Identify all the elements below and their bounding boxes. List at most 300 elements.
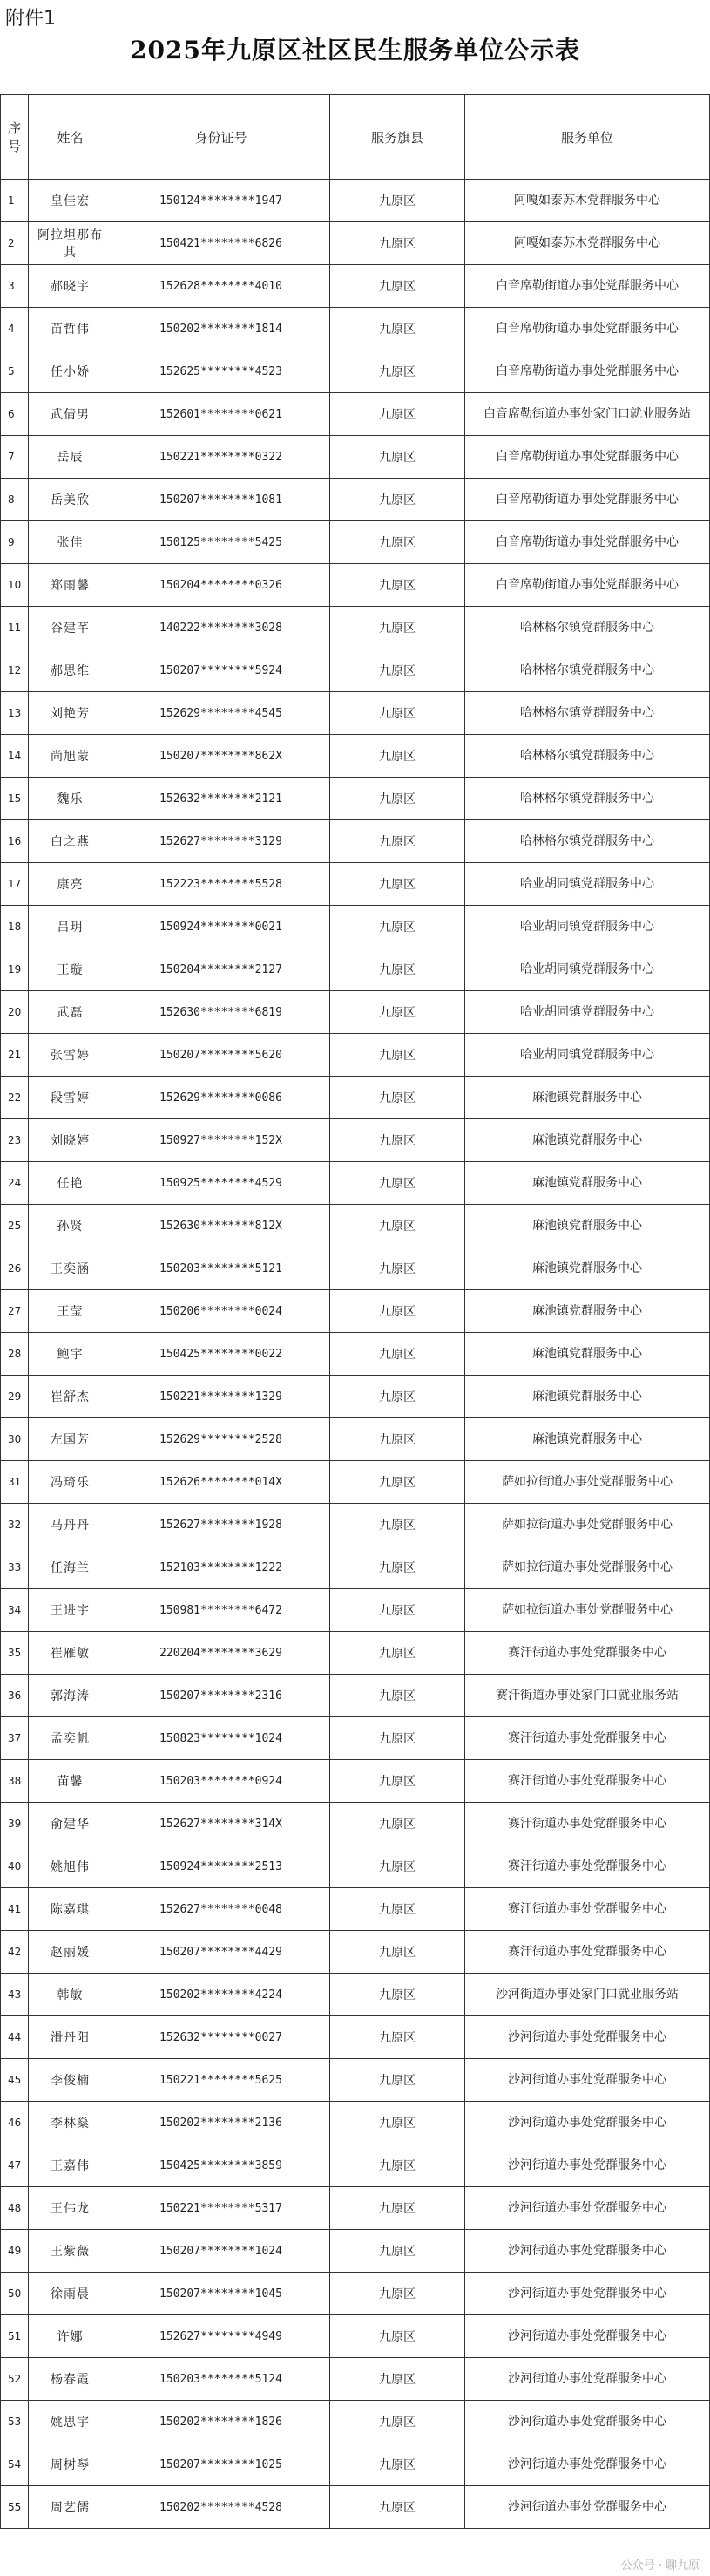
attachment-label: 附件1 <box>5 8 56 30</box>
header-name: 姓名 <box>29 95 112 180</box>
cell-id-number: 150221********5625 <box>112 2059 330 2102</box>
cell-number: 26 <box>1 1247 29 1290</box>
table-row <box>1 2401 710 2443</box>
cell-id-number: 150207********1081 <box>112 479 330 521</box>
cell-number: 8 <box>1 479 29 521</box>
table-row <box>1 2315 710 2358</box>
table-row <box>1 1803 710 1845</box>
cell-name: 张佳 <box>29 521 112 564</box>
cell-name: 阿拉坦那布其 <box>29 222 112 265</box>
cell-unit: 赛汗街道办事处党群服务中心 <box>465 1931 710 1974</box>
header-number: 序号 <box>1 95 29 180</box>
cell-county: 九原区 <box>330 1162 465 1205</box>
cell-name: 郑雨馨 <box>29 564 112 607</box>
cell-county: 九原区 <box>330 2059 465 2102</box>
cell-county: 九原区 <box>330 2187 465 2230</box>
cell-number: 42 <box>1 1931 29 1974</box>
cell-number: 49 <box>1 2230 29 2273</box>
cell-name: 鲍宇 <box>29 1333 112 1376</box>
cell-name: 白之燕 <box>29 820 112 863</box>
cell-unit: 萨如拉街道办事处党群服务中心 <box>465 1589 710 1632</box>
table-row <box>1 1974 710 2016</box>
cell-name: 吕玥 <box>29 906 112 948</box>
cell-name: 康亮 <box>29 863 112 906</box>
cell-name: 崔雁敏 <box>29 1632 112 1675</box>
table-row <box>1 991 710 1034</box>
cell-unit: 麻池镇党群服务中心 <box>465 1247 710 1290</box>
cell-name: 徐雨晨 <box>29 2273 112 2315</box>
cell-name: 李林燊 <box>29 2102 112 2144</box>
cell-unit: 赛汗街道办事处党群服务中心 <box>465 1632 710 1675</box>
cell-county: 九原区 <box>330 1247 465 1290</box>
cell-number: 29 <box>1 1376 29 1418</box>
cell-id-number: 150221********5317 <box>112 2187 330 2230</box>
cell-number: 41 <box>1 1888 29 1931</box>
cell-county: 九原区 <box>330 1418 465 1461</box>
cell-number: 46 <box>1 2102 29 2144</box>
cell-number: 39 <box>1 1803 29 1845</box>
cell-unit: 哈业胡同镇党群服务中心 <box>465 991 710 1034</box>
cell-id-number: 150202********4224 <box>112 1974 330 2016</box>
cell-unit: 沙河街道办事处党群服务中心 <box>465 2059 710 2102</box>
cell-name: 魏乐 <box>29 778 112 820</box>
cell-unit: 麻池镇党群服务中心 <box>465 1205 710 1247</box>
cell-number: 44 <box>1 2016 29 2059</box>
cell-number: 35 <box>1 1632 29 1675</box>
cell-id-number: 152627********4949 <box>112 2315 330 2358</box>
table-row <box>1 1119 710 1162</box>
cell-unit: 哈林格尔镇党群服务中心 <box>465 607 710 649</box>
cell-county: 九原区 <box>330 863 465 906</box>
cell-number: 52 <box>1 2358 29 2401</box>
table-row <box>1 1760 710 1803</box>
cell-id-number: 150207********2316 <box>112 1675 330 1717</box>
cell-unit: 沙河街道办事处党群服务中心 <box>465 2187 710 2230</box>
cell-id-number: 152630********6819 <box>112 991 330 1034</box>
table-row <box>1 2144 710 2187</box>
cell-name: 冯琦乐 <box>29 1461 112 1504</box>
table-row <box>1 1504 710 1546</box>
cell-unit: 哈林格尔镇党群服务中心 <box>465 820 710 863</box>
cell-id-number: 152627********1928 <box>112 1504 330 1546</box>
cell-name: 张雪婷 <box>29 1034 112 1077</box>
cell-unit: 麻池镇党群服务中心 <box>465 1376 710 1418</box>
cell-number: 5 <box>1 350 29 393</box>
cell-unit: 白音席勒街道办事处党群服务中心 <box>465 521 710 564</box>
cell-name: 任小娇 <box>29 350 112 393</box>
cell-unit: 赛汗街道办事处党群服务中心 <box>465 1760 710 1803</box>
cell-unit: 沙河街道办事处党群服务中心 <box>465 2102 710 2144</box>
cell-number: 33 <box>1 1546 29 1589</box>
cell-unit: 沙河街道办事处党群服务中心 <box>465 2443 710 2486</box>
cell-name: 王璇 <box>29 948 112 991</box>
cell-county: 九原区 <box>330 948 465 991</box>
cell-unit: 麻池镇党群服务中心 <box>465 1162 710 1205</box>
cell-unit: 沙河街道办事处党群服务中心 <box>465 2144 710 2187</box>
cell-unit: 麻池镇党群服务中心 <box>465 1119 710 1162</box>
cell-number: 12 <box>1 649 29 692</box>
table-row <box>1 1675 710 1717</box>
cell-county: 九原区 <box>330 180 465 222</box>
table-row <box>1 479 710 521</box>
cell-name: 周树琴 <box>29 2443 112 2486</box>
cell-id-number: 152629********4545 <box>112 692 330 735</box>
table-row <box>1 692 710 735</box>
cell-number: 18 <box>1 906 29 948</box>
cell-name: 苗馨 <box>29 1760 112 1803</box>
cell-number: 50 <box>1 2273 29 2315</box>
table-header-row <box>1 95 710 180</box>
cell-unit: 哈林格尔镇党群服务中心 <box>465 735 710 778</box>
cell-number: 28 <box>1 1333 29 1376</box>
cell-unit: 麻池镇党群服务中心 <box>465 1418 710 1461</box>
cell-county: 九原区 <box>330 2443 465 2486</box>
cell-county: 九原区 <box>330 2230 465 2273</box>
table-row <box>1 2443 710 2486</box>
cell-id-number: 150202********4528 <box>112 2486 330 2529</box>
cell-county: 九原区 <box>330 393 465 436</box>
table-row <box>1 1546 710 1589</box>
cell-county: 九原区 <box>330 2401 465 2443</box>
cell-id-number: 150202********2136 <box>112 2102 330 2144</box>
cell-county: 九原区 <box>330 1333 465 1376</box>
cell-county: 九原区 <box>330 308 465 350</box>
table-row <box>1 649 710 692</box>
cell-id-number: 150207********5620 <box>112 1034 330 1077</box>
cell-id-number: 150221********1329 <box>112 1376 330 1418</box>
cell-id-number: 152627********3129 <box>112 820 330 863</box>
cell-id-number: 150203********0924 <box>112 1760 330 1803</box>
cell-unit: 麻池镇党群服务中心 <box>465 1290 710 1333</box>
cell-id-number: 150924********2513 <box>112 1845 330 1888</box>
header-id-number: 身份证号 <box>112 95 330 180</box>
cell-number: 32 <box>1 1504 29 1546</box>
cell-id-number: 150823********1024 <box>112 1717 330 1760</box>
cell-county: 九原区 <box>330 2358 465 2401</box>
cell-id-number: 150207********4429 <box>112 1931 330 1974</box>
cell-unit: 白音席勒街道办事处党群服务中心 <box>465 479 710 521</box>
cell-name: 赵丽媛 <box>29 1931 112 1974</box>
cell-id-number: 220204********3629 <box>112 1632 330 1675</box>
cell-unit: 麻池镇党群服务中心 <box>465 1333 710 1376</box>
table-row <box>1 1290 710 1333</box>
cell-number: 43 <box>1 1974 29 2016</box>
cell-unit: 沙河街道办事处党群服务中心 <box>465 2273 710 2315</box>
cell-name: 孟奕帆 <box>29 1717 112 1760</box>
table-row <box>1 2358 710 2401</box>
cell-county: 九原区 <box>330 820 465 863</box>
table-row <box>1 1205 710 1247</box>
watermark: 公众号 · 聊九原 <box>620 2559 700 2573</box>
cell-county: 九原区 <box>330 1077 465 1119</box>
cell-unit: 哈业胡同镇党群服务中心 <box>465 948 710 991</box>
cell-id-number: 152223********5528 <box>112 863 330 906</box>
cell-name: 滑丹阳 <box>29 2016 112 2059</box>
cell-county: 九原区 <box>330 2486 465 2529</box>
table-row <box>1 863 710 906</box>
cell-number: 45 <box>1 2059 29 2102</box>
table-row <box>1 265 710 308</box>
cell-county: 九原区 <box>330 2144 465 2187</box>
cell-id-number: 150204********0326 <box>112 564 330 607</box>
table-row <box>1 820 710 863</box>
table-row <box>1 948 710 991</box>
cell-number: 51 <box>1 2315 29 2358</box>
cell-id-number: 152627********0048 <box>112 1888 330 1931</box>
table-row <box>1 350 710 393</box>
table-row <box>1 2230 710 2273</box>
cell-unit: 沙河街道办事处党群服务中心 <box>465 2230 710 2273</box>
cell-county: 九原区 <box>330 1931 465 1974</box>
table-row <box>1 1418 710 1461</box>
cell-name: 韩敏 <box>29 1974 112 2016</box>
roster-table <box>0 94 710 2529</box>
cell-name: 皇佳宏 <box>29 180 112 222</box>
cell-number: 7 <box>1 436 29 479</box>
cell-id-number: 152629********0086 <box>112 1077 330 1119</box>
cell-name: 段雪婷 <box>29 1077 112 1119</box>
cell-county: 九原区 <box>330 1461 465 1504</box>
cell-unit: 哈业胡同镇党群服务中心 <box>465 863 710 906</box>
cell-county: 九原区 <box>330 906 465 948</box>
cell-name: 谷建芊 <box>29 607 112 649</box>
table-row <box>1 607 710 649</box>
cell-unit: 沙河街道办事处党群服务中心 <box>465 2315 710 2358</box>
cell-name: 崔舒杰 <box>29 1376 112 1418</box>
cell-id-number: 150421********6826 <box>112 222 330 265</box>
cell-name: 武倩男 <box>29 393 112 436</box>
cell-id-number: 152625********4523 <box>112 350 330 393</box>
cell-county: 九原区 <box>330 1632 465 1675</box>
cell-unit: 赛汗街道办事处党群服务中心 <box>465 1888 710 1931</box>
cell-name: 任艳 <box>29 1162 112 1205</box>
table-row <box>1 521 710 564</box>
table-row <box>1 735 710 778</box>
cell-id-number: 150203********5124 <box>112 2358 330 2401</box>
cell-number: 48 <box>1 2187 29 2230</box>
table-row <box>1 2059 710 2102</box>
cell-number: 20 <box>1 991 29 1034</box>
cell-county: 九原区 <box>330 1290 465 1333</box>
cell-id-number: 150206********0024 <box>112 1290 330 1333</box>
cell-id-number: 152601********0621 <box>112 393 330 436</box>
cell-id-number: 152627********314X <box>112 1803 330 1845</box>
cell-unit: 赛汗街道办事处党群服务中心 <box>465 1803 710 1845</box>
table-row <box>1 180 710 222</box>
cell-unit: 赛汗街道办事处党群服务中心 <box>465 1717 710 1760</box>
cell-number: 23 <box>1 1119 29 1162</box>
cell-county: 九原区 <box>330 1717 465 1760</box>
cell-county: 九原区 <box>330 564 465 607</box>
cell-unit: 沙河街道办事处家门口就业服务站 <box>465 1974 710 2016</box>
cell-id-number: 150202********1826 <box>112 2401 330 2443</box>
cell-unit: 沙河街道办事处党群服务中心 <box>465 2016 710 2059</box>
cell-unit: 麻池镇党群服务中心 <box>465 1077 710 1119</box>
cell-name: 周艺儒 <box>29 2486 112 2529</box>
cell-unit: 赛汗街道办事处党群服务中心 <box>465 1845 710 1888</box>
cell-id-number: 150924********0021 <box>112 906 330 948</box>
cell-id-number: 152630********812X <box>112 1205 330 1247</box>
table-row <box>1 1931 710 1974</box>
cell-unit: 哈林格尔镇党群服务中心 <box>465 778 710 820</box>
cell-county: 九原区 <box>330 1760 465 1803</box>
cell-id-number: 150202********1814 <box>112 308 330 350</box>
cell-number: 11 <box>1 607 29 649</box>
table-row <box>1 1589 710 1632</box>
cell-unit: 白音席勒街道办事处党群服务中心 <box>465 564 710 607</box>
cell-unit: 白音席勒街道办事处家门口就业服务站 <box>465 393 710 436</box>
cell-number: 53 <box>1 2401 29 2443</box>
table-row <box>1 1247 710 1290</box>
table-row <box>1 2486 710 2529</box>
cell-number: 37 <box>1 1717 29 1760</box>
cell-id-number: 150425********3859 <box>112 2144 330 2187</box>
cell-id-number: 152632********2121 <box>112 778 330 820</box>
page-title: 2025年九原区社区民生服务单位公示表 <box>130 36 580 65</box>
cell-unit: 白音席勒街道办事处党群服务中心 <box>465 350 710 393</box>
cell-number: 24 <box>1 1162 29 1205</box>
cell-id-number: 150207********1045 <box>112 2273 330 2315</box>
cell-number: 15 <box>1 778 29 820</box>
cell-number: 10 <box>1 564 29 607</box>
cell-number: 14 <box>1 735 29 778</box>
table-row <box>1 393 710 436</box>
cell-name: 俞建华 <box>29 1803 112 1845</box>
cell-number: 6 <box>1 393 29 436</box>
cell-unit: 赛汗街道办事处家门口就业服务站 <box>465 1675 710 1717</box>
cell-county: 九原区 <box>330 1376 465 1418</box>
table-row <box>1 1717 710 1760</box>
cell-county: 九原区 <box>330 1675 465 1717</box>
cell-county: 九原区 <box>330 692 465 735</box>
table-row <box>1 2187 710 2230</box>
cell-unit: 萨如拉街道办事处党群服务中心 <box>465 1504 710 1546</box>
cell-name: 马丹丹 <box>29 1504 112 1546</box>
cell-id-number: 152626********014X <box>112 1461 330 1504</box>
cell-unit: 萨如拉街道办事处党群服务中心 <box>465 1546 710 1589</box>
cell-county: 九原区 <box>330 1803 465 1845</box>
cell-name: 郝晓宇 <box>29 265 112 308</box>
cell-number: 16 <box>1 820 29 863</box>
cell-unit: 哈业胡同镇党群服务中心 <box>465 1034 710 1077</box>
cell-county: 九原区 <box>330 2016 465 2059</box>
cell-number: 22 <box>1 1077 29 1119</box>
cell-id-number: 152103********1222 <box>112 1546 330 1589</box>
cell-id-number: 150981********6472 <box>112 1589 330 1632</box>
cell-number: 4 <box>1 308 29 350</box>
cell-id-number: 150425********0022 <box>112 1333 330 1376</box>
cell-name: 孙贤 <box>29 1205 112 1247</box>
cell-name: 郝思维 <box>29 649 112 692</box>
cell-name: 武磊 <box>29 991 112 1034</box>
cell-name: 尚旭蒙 <box>29 735 112 778</box>
table-row <box>1 1461 710 1504</box>
cell-name: 左国芳 <box>29 1418 112 1461</box>
table-row <box>1 1376 710 1418</box>
cell-id-number: 150207********5924 <box>112 649 330 692</box>
cell-county: 九原区 <box>330 649 465 692</box>
cell-id-number: 150207********1024 <box>112 2230 330 2273</box>
cell-id-number: 152632********0027 <box>112 2016 330 2059</box>
cell-id-number: 150221********0322 <box>112 436 330 479</box>
header-county: 服务旗县 <box>330 95 465 180</box>
cell-number: 47 <box>1 2144 29 2187</box>
table-row <box>1 906 710 948</box>
table-row <box>1 1333 710 1376</box>
cell-unit: 哈林格尔镇党群服务中心 <box>465 692 710 735</box>
table-row <box>1 436 710 479</box>
cell-name: 陈嘉琪 <box>29 1888 112 1931</box>
cell-county: 九原区 <box>330 1974 465 2016</box>
cell-name: 姚思宇 <box>29 2401 112 2443</box>
cell-number: 13 <box>1 692 29 735</box>
table-row <box>1 222 710 265</box>
cell-number: 30 <box>1 1418 29 1461</box>
cell-name: 李俊楠 <box>29 2059 112 2102</box>
cell-county: 九原区 <box>330 2273 465 2315</box>
table-row <box>1 1162 710 1205</box>
cell-id-number: 150927********152X <box>112 1119 330 1162</box>
cell-county: 九原区 <box>330 2102 465 2144</box>
table-row <box>1 1888 710 1931</box>
table-row <box>1 1632 710 1675</box>
cell-number: 27 <box>1 1290 29 1333</box>
cell-county: 九原区 <box>330 436 465 479</box>
cell-name: 苗哲伟 <box>29 308 112 350</box>
cell-number: 3 <box>1 265 29 308</box>
cell-county: 九原区 <box>330 1589 465 1632</box>
cell-county: 九原区 <box>330 479 465 521</box>
table-row <box>1 2016 710 2059</box>
cell-county: 九原区 <box>330 1845 465 1888</box>
cell-id-number: 150125********5425 <box>112 521 330 564</box>
cell-number: 34 <box>1 1589 29 1632</box>
cell-name: 王嘉伟 <box>29 2144 112 2187</box>
table-row <box>1 1034 710 1077</box>
cell-id-number: 140222********3028 <box>112 607 330 649</box>
cell-id-number: 150204********2127 <box>112 948 330 991</box>
cell-unit: 白音席勒街道办事处党群服务中心 <box>465 265 710 308</box>
cell-number: 54 <box>1 2443 29 2486</box>
cell-name: 任海兰 <box>29 1546 112 1589</box>
cell-unit: 沙河街道办事处党群服务中心 <box>465 2401 710 2443</box>
cell-name: 郭海涛 <box>29 1675 112 1717</box>
cell-number: 25 <box>1 1205 29 1247</box>
cell-name: 王莹 <box>29 1290 112 1333</box>
cell-county: 九原区 <box>330 1504 465 1546</box>
cell-id-number: 152628********4010 <box>112 265 330 308</box>
cell-number: 2 <box>1 222 29 265</box>
cell-county: 九原区 <box>330 735 465 778</box>
cell-unit: 沙河街道办事处党群服务中心 <box>465 2358 710 2401</box>
cell-name: 王进宇 <box>29 1589 112 1632</box>
header-unit: 服务单位 <box>465 95 710 180</box>
cell-county: 九原区 <box>330 265 465 308</box>
cell-county: 九原区 <box>330 991 465 1034</box>
cell-number: 36 <box>1 1675 29 1717</box>
cell-name: 岳辰 <box>29 436 112 479</box>
cell-name: 王紫薇 <box>29 2230 112 2273</box>
cell-unit: 萨如拉街道办事处党群服务中心 <box>465 1461 710 1504</box>
cell-id-number: 152629********2528 <box>112 1418 330 1461</box>
cell-number: 19 <box>1 948 29 991</box>
cell-unit: 哈林格尔镇党群服务中心 <box>465 649 710 692</box>
cell-id-number: 150925********4529 <box>112 1162 330 1205</box>
cell-name: 刘晓婷 <box>29 1119 112 1162</box>
cell-unit: 阿嘎如泰苏木党群服务中心 <box>465 222 710 265</box>
table-row <box>1 778 710 820</box>
cell-name: 岳美欣 <box>29 479 112 521</box>
